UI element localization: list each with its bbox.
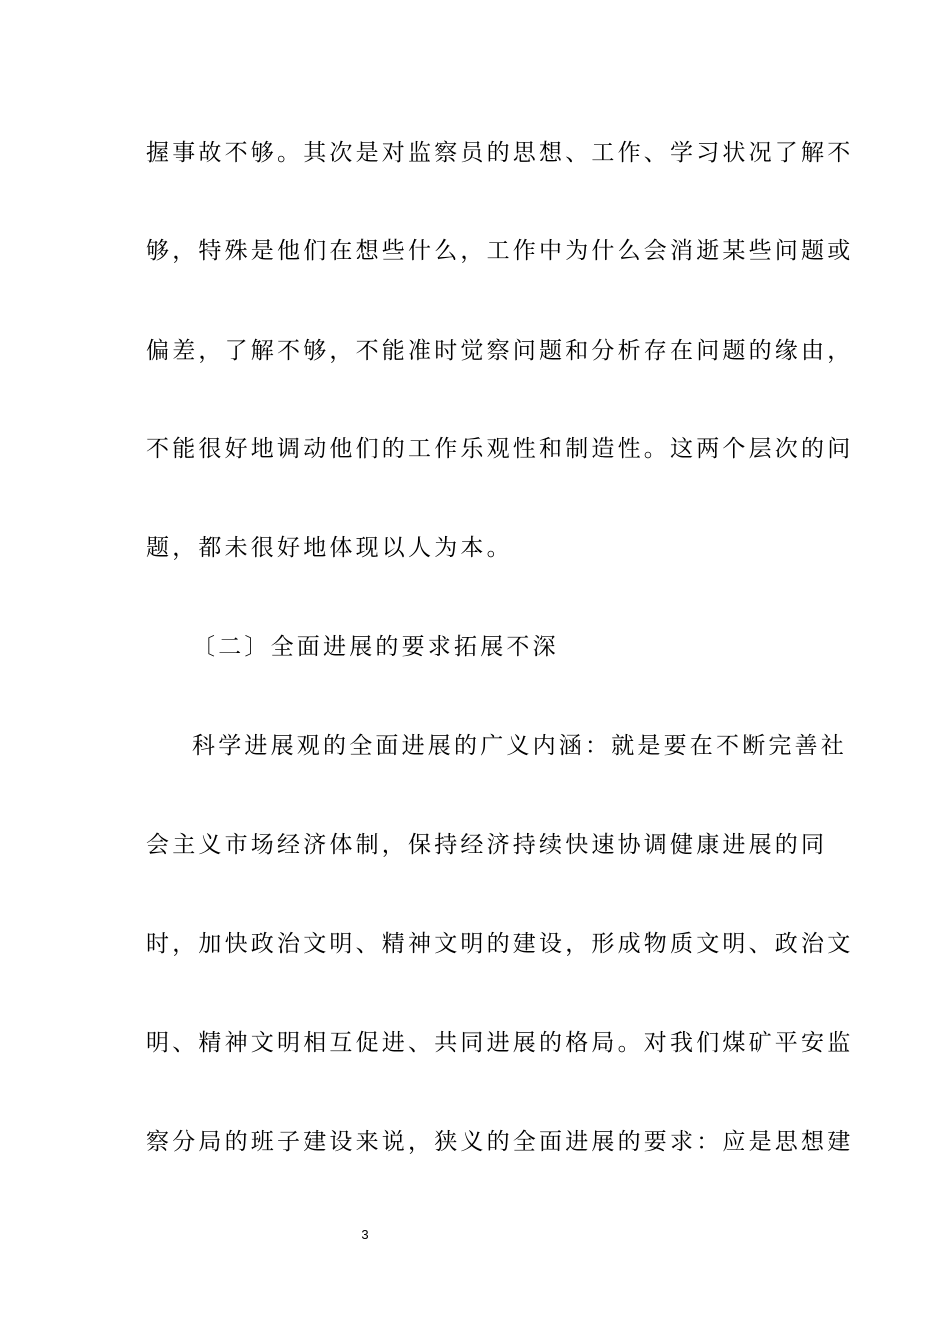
paragraph-line-6: 科学进展观的全面进展的广义内涵：就是要在不断完善社 — [192, 733, 847, 759]
paragraph-line-9: 明、精神文明相互促进、共同进展的格局。对我们煤矿平安监 — [146, 1030, 854, 1056]
paragraph-line-2: 够，特殊是他们在想些什么，工作中为什么会消逝某些问题或 — [146, 238, 854, 264]
section-heading: 〔二〕全面进展的要求拓展不深 — [192, 634, 559, 660]
paragraph-line-4: 不能很好地调动他们的工作乐观性和制造性。这两个层次的问 — [146, 436, 854, 462]
paragraph-line-8: 时，加快政治文明、精神文明的建设，形成物质文明、政治文 — [146, 931, 854, 957]
paragraph-line-10: 察分局的班子建设来说，狭义的全面进展的要求：应是思想建 — [146, 1129, 854, 1155]
paragraph-line-1: 握事故不够。其次是对监察员的思想、工作、学习状况了解不 — [146, 140, 854, 166]
paragraph-line-5: 题，都未很好地体现以人为本。 — [146, 535, 513, 561]
page-number: 3 — [361, 1227, 369, 1242]
paragraph-line-3: 偏差，了解不够，不能准时觉察问题和分析存在问题的缘由， — [146, 338, 854, 364]
paragraph-line-7: 会主义市场经济体制，保持经济持续快速协调健康进展的同 — [146, 832, 828, 858]
